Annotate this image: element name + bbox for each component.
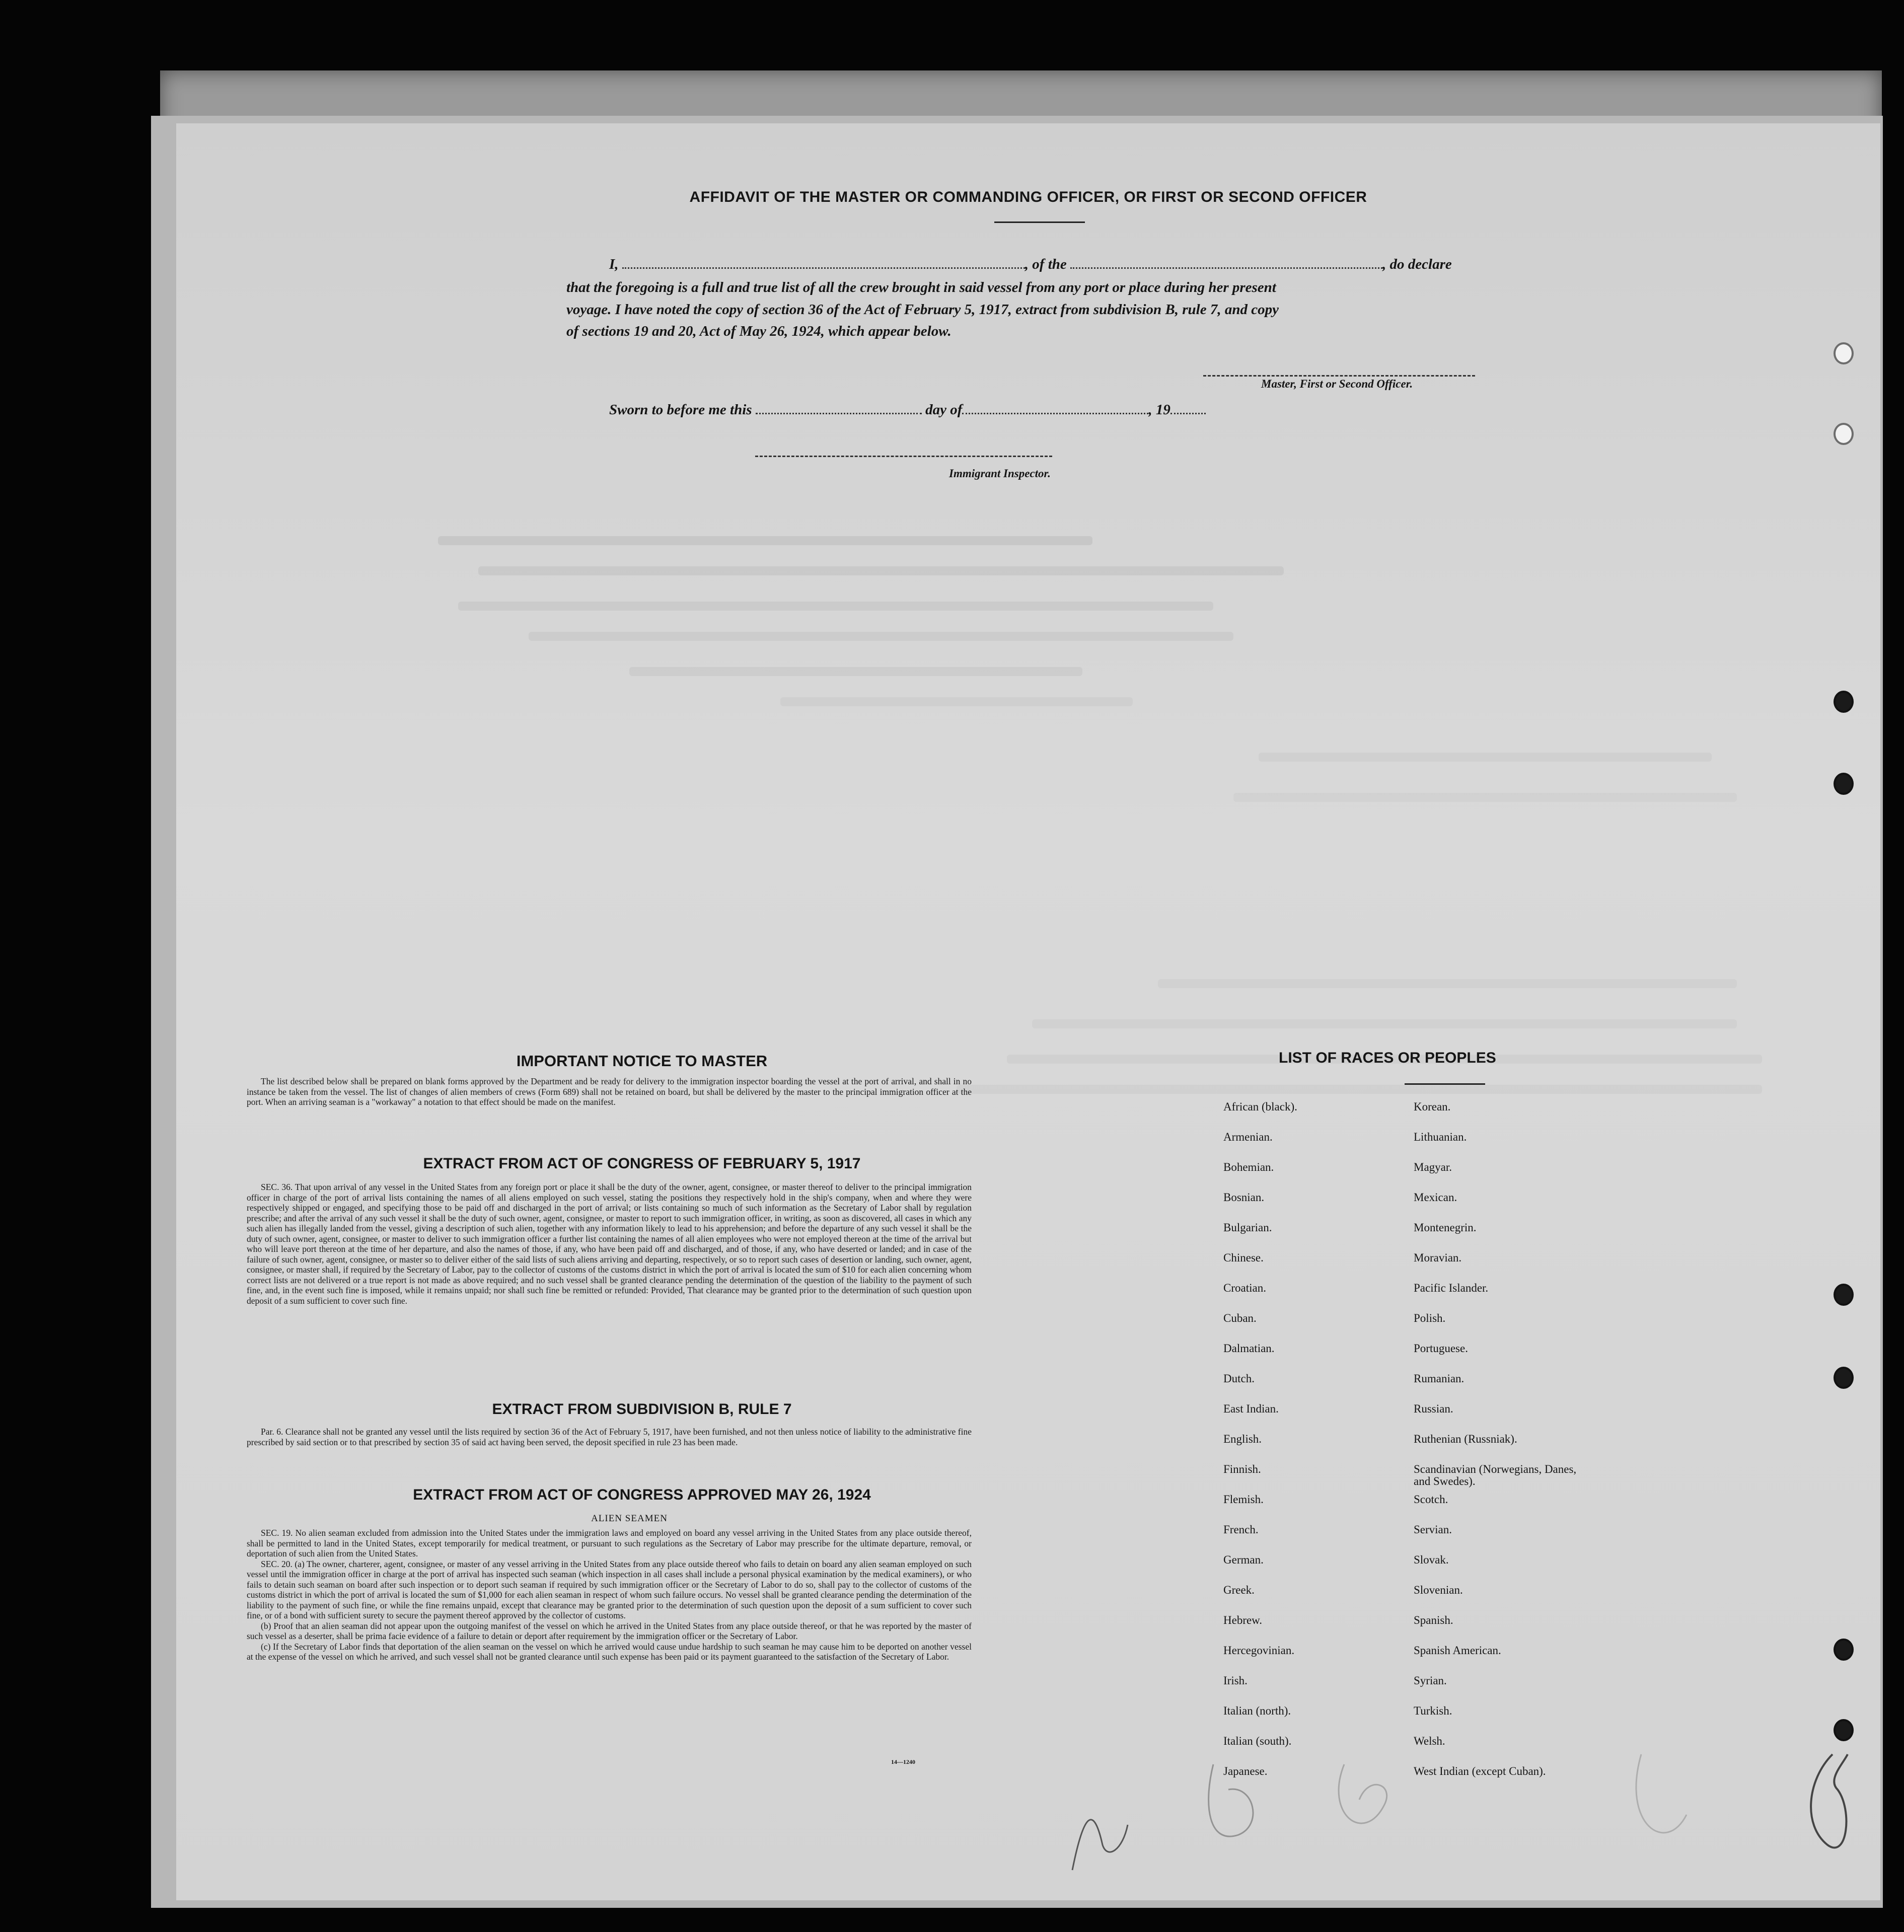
binder-hole [1834, 691, 1854, 713]
race-item: Greek. [1223, 1584, 1255, 1596]
race-item: Italian (south). [1223, 1735, 1292, 1747]
races-title: LIST OF RACES OR PEOPLES [1279, 1050, 1496, 1066]
inspector-label: Immigrant Inspector. [949, 467, 1051, 480]
race-item: Bohemian. [1223, 1161, 1274, 1173]
race-item: Hebrew. [1223, 1614, 1263, 1626]
master-signature-line [1203, 375, 1475, 377]
race-item: Servian. [1414, 1523, 1452, 1536]
subdivision-b-text [247, 1427, 972, 1447]
race-item: Spanish. [1414, 1614, 1453, 1626]
race-item: Pacific Islander. [1414, 1282, 1489, 1294]
race-item: West Indian (except Cuban). [1414, 1765, 1546, 1777]
race-item: Polish. [1414, 1312, 1446, 1324]
affidavit-line-4: of sections 19 and 20, Act of May 26, 1924, which appear below. [566, 323, 951, 339]
races-title-rule [1405, 1083, 1485, 1085]
binder-hole [1834, 773, 1854, 795]
race-item: French. [1223, 1523, 1259, 1536]
race-item: Magyar. [1414, 1161, 1452, 1173]
race-item: Chinese. [1223, 1251, 1264, 1264]
race-item: Welsh. [1414, 1735, 1445, 1747]
race-item: Armenian. [1223, 1131, 1273, 1143]
races-right-column [1414, 1101, 1580, 1796]
race-item: Finnish. [1223, 1463, 1261, 1475]
section-20a-paragraph: SEC. 20. (a) The owner, charterer, agent, consignee, or master of any vessel arriving in the United States from any place outside thereof who fails to detain on board any alien seaman employed on such vessel until the immigration officer in charge at the port of arrival has inspected such seaman (which inspection in all cases shall include a personal physical examination by the medical examiners), or who fails to detain such seaman on board after such inspection or to deport such seaman if required by such immigration officer or the Secretary of Labor to do so, shall pay to the collector of customs of the customs district in which the port of arrival is located the sum of $1,000 for each alien seaman in respect of whom such failure occurs. No vessel shall be granted clearance pending the determination of the liability to the payment of such fine, or while the fine remains unpaid, except that clearance may be granted prior to the determination of such question upon the deposit of a sum sufficient to cover such fine, or of a bond with sufficient surety to secure the payment thereof approved by the collector of customs. [247, 1558, 972, 1620]
race-item: Mexican. [1414, 1191, 1457, 1204]
race-item: Dutch. [1223, 1372, 1255, 1385]
binder-hole [1834, 423, 1854, 445]
document-page [176, 123, 1880, 1900]
affidavit-title: AFFIDAVIT OF THE MASTER OR COMMANDING OFFICER, OR FIRST OR SECOND OFFICER [689, 189, 1367, 205]
race-item: Korean. [1414, 1100, 1451, 1113]
race-item: Syrian. [1414, 1674, 1447, 1687]
inspector-signature-line [755, 456, 1052, 457]
extract-1917-title: EXTRACT FROM ACT OF CONGRESS OF FEBRUARY 5, 1917 [423, 1155, 861, 1172]
day-blank [756, 412, 922, 414]
paragraph-6: Par. 6. Clearance shall not be granted any vessel until the lists required by section 36 of the Act of February 5, 1917, have been furnished, and not then unless notice of liability to the administrative fine prescribed by said section or to that prescribed by section 35 of said act having been served, the deposit specified in rule 23 has been made. [247, 1427, 972, 1447]
notice-text [247, 1076, 972, 1107]
affidavit-line-1 [609, 256, 1452, 273]
name-blank [622, 267, 1025, 269]
notice-paragraph: The list described below shall be prepared on blank forms approved by the Department and be ready for delivery to the immigration inspector boarding the vessel at the port of arrival, and shall in no instance be taken from the vessel. The list of changes of alien members of crews (Form 689) shall not be retained on board, but shall be delivered by the master to the principal immigration officer at the port. When an arriving seaman is a "workaway" a notation to that effect should be made on the manifest. [247, 1076, 972, 1107]
race-item: Montenegrin. [1414, 1221, 1477, 1234]
sworn-line [609, 402, 1206, 418]
race-item: Bosnian. [1223, 1191, 1265, 1204]
extract-1924-title: EXTRACT FROM ACT OF CONGRESS APPROVED MAY 26, 1924 [413, 1487, 871, 1503]
alien-seamen-subtitle: ALIEN SEAMEN [591, 1513, 668, 1524]
sworn-day-of: day of [925, 402, 963, 418]
affidavit-of-the: , of the [1024, 256, 1067, 272]
affidavit-line-3: voyage. I have noted the copy of section 36 of the Act of February 5, 1917, extract from subdivision B, rule 7, and copy [566, 302, 1279, 318]
race-item: English. [1223, 1433, 1262, 1445]
race-item: Turkish. [1414, 1704, 1452, 1717]
race-item: Slovak. [1414, 1553, 1449, 1566]
race-item: Hercegovinian. [1223, 1644, 1295, 1657]
sworn-year: , 19 [1148, 402, 1170, 418]
binder-hole [1834, 1639, 1854, 1661]
race-item: Portuguese. [1414, 1342, 1468, 1355]
race-item: Spanish American. [1414, 1644, 1501, 1657]
section-36-paragraph: SEC. 36. That upon arrival of any vessel in the United States from any foreign port or place it shall be the duty of the owner, agent, consignee, or master thereof to deliver to the principal immigration officer in charge of the port of arrival lists containing the names of all aliens employed on such vessel, stating the positions they respectively hold in the ship's company, when and where they were respectively shipped or engaged, and specifying those to be paid off and discharged in the port of arrival; or lists containing so much of such information as the Secretary of Labor shall by regulation prescribe; and after the arrival of any such vessel it shall be the duty of such owner, agent, consignee, or master to report to such immigration officer, in writing, as soon as discovered, all cases in which any such alien has illegally landed from the vessel, giving a description of such alien, together with any information likely to lead to his apprehension; and before the departure of any such vessel it shall be the duty of such owner, agent, consignee, or master to deliver to such immigration officer a further list containing the names of all alien employees who were not employed thereon at the time of the arrival but who will leave port thereon at the time of her departure, and also the names of those, if any, who have been paid off and discharged, and of those, if any, who have deserted or landed; and in case of the failure of such owner, agent, consignee, or master so to deliver either of the said lists of such aliens arriving and departing, respectively, or so to report such cases of desertion or landing, such owner, agent, consignee, or master shall, if required by the Secretary of Labor, pay to the collector of customs of the customs district in which the port of arrival is located the sum of $10 for each alien concerning whom correct lists are not delivered or a true report is not made as above required; and no such vessel shall be granted clearance pending the determination of the question of the liability to the payment of such fine, and, in the event such fine is imposed, while it remains unpaid; nor shall such fine be remitted or refunded: Provided, That clearance may be granted prior to the determination of such question upon deposit of a sum sufficient to cover such fine. [247, 1182, 972, 1306]
affidavit-i: I, [609, 256, 619, 272]
race-item: Moravian. [1414, 1251, 1462, 1264]
binder-hole [1834, 1367, 1854, 1389]
race-item: Irish. [1223, 1674, 1248, 1687]
subdivision-b-title: EXTRACT FROM SUBDIVISION B, RULE 7 [492, 1401, 792, 1418]
race-item: Japanese. [1223, 1765, 1268, 1777]
race-item: African (black). [1223, 1100, 1297, 1113]
affidavit-line-2: that the foregoing is a full and true list of all the crew brought in said vessel from any port or place during her present [566, 279, 1276, 295]
race-item: Russian. [1414, 1402, 1453, 1415]
handwritten-mark [1797, 1749, 1868, 1870]
master-label: Master, First or Second Officer. [1261, 378, 1413, 390]
month-blank [962, 412, 1148, 414]
race-item: Dalmatian. [1223, 1342, 1275, 1355]
section-20b-paragraph: (b) Proof that an alien seaman did not appear upon the outgoing manifest of the vessel on which he arrived in the United States from any place outside thereof, or that he was reported by the master of such vessel as a deserter, shall be prima facie evidence of a failure to detain or deport after requirement by the immigration officer or the Secretary of Labor. [247, 1620, 972, 1641]
sworn-prefix: Sworn to before me this [609, 402, 752, 418]
year-blank [1170, 412, 1206, 414]
extract-1917-text [247, 1182, 972, 1306]
race-item: Croatian. [1223, 1282, 1266, 1294]
race-item: German. [1223, 1553, 1264, 1566]
binder-hole [1834, 1719, 1854, 1741]
race-item: Bulgarian. [1223, 1221, 1272, 1234]
section-19-paragraph: SEC. 19. No alien seaman excluded from admission into the United States under the immigration laws and employed on board any vessel arriving in the United States from any place outside thereof, shall be permitted to land in the United States, except temporarily for medical treatment, or pursuant to such regulations as the Secretary of Labor may prescribe for the ultimate departure, removal, or deportation of such alien from the United States. [247, 1528, 972, 1558]
notice-title: IMPORTANT NOTICE TO MASTER [516, 1052, 768, 1070]
race-item: Scandinavian (Norwegians, Danes, and Swedes). [1414, 1463, 1577, 1488]
race-item: Cuban. [1223, 1312, 1257, 1324]
section-20c-paragraph: (c) If the Secretary of Labor finds that deportation of the alien seaman on the vessel on which he arrived would cause undue hardship to such seaman he may cause him to be deported on another vessel at the expense of the vessel on which he arrived, and such vessel shall not be granted clearance until such expense has been paid or its payment guaranteed to the satisfaction of the Secretary of Labor. [247, 1641, 972, 1662]
race-item: Lithuanian. [1414, 1131, 1467, 1143]
extract-1924-text [247, 1528, 972, 1662]
race-item: Slovenian. [1414, 1584, 1463, 1596]
race-item: Rumanian. [1414, 1372, 1464, 1385]
handwritten-mark [1062, 1744, 1717, 1875]
races-left-column [1223, 1101, 1297, 1796]
affidavit-do-declare: , do declare [1382, 256, 1452, 272]
race-item: Italian (north). [1223, 1704, 1291, 1717]
race-item: East Indian. [1223, 1402, 1279, 1415]
binder-hole [1834, 1284, 1854, 1306]
vessel-blank [1070, 267, 1382, 269]
race-item: Flemish. [1223, 1493, 1264, 1506]
race-item: Scotch. [1414, 1493, 1448, 1506]
race-item: Ruthenian (Russniak). [1414, 1433, 1517, 1445]
binder-hole [1834, 342, 1854, 364]
title-rule [994, 221, 1085, 223]
form-number: 14—1240 [891, 1758, 915, 1765]
